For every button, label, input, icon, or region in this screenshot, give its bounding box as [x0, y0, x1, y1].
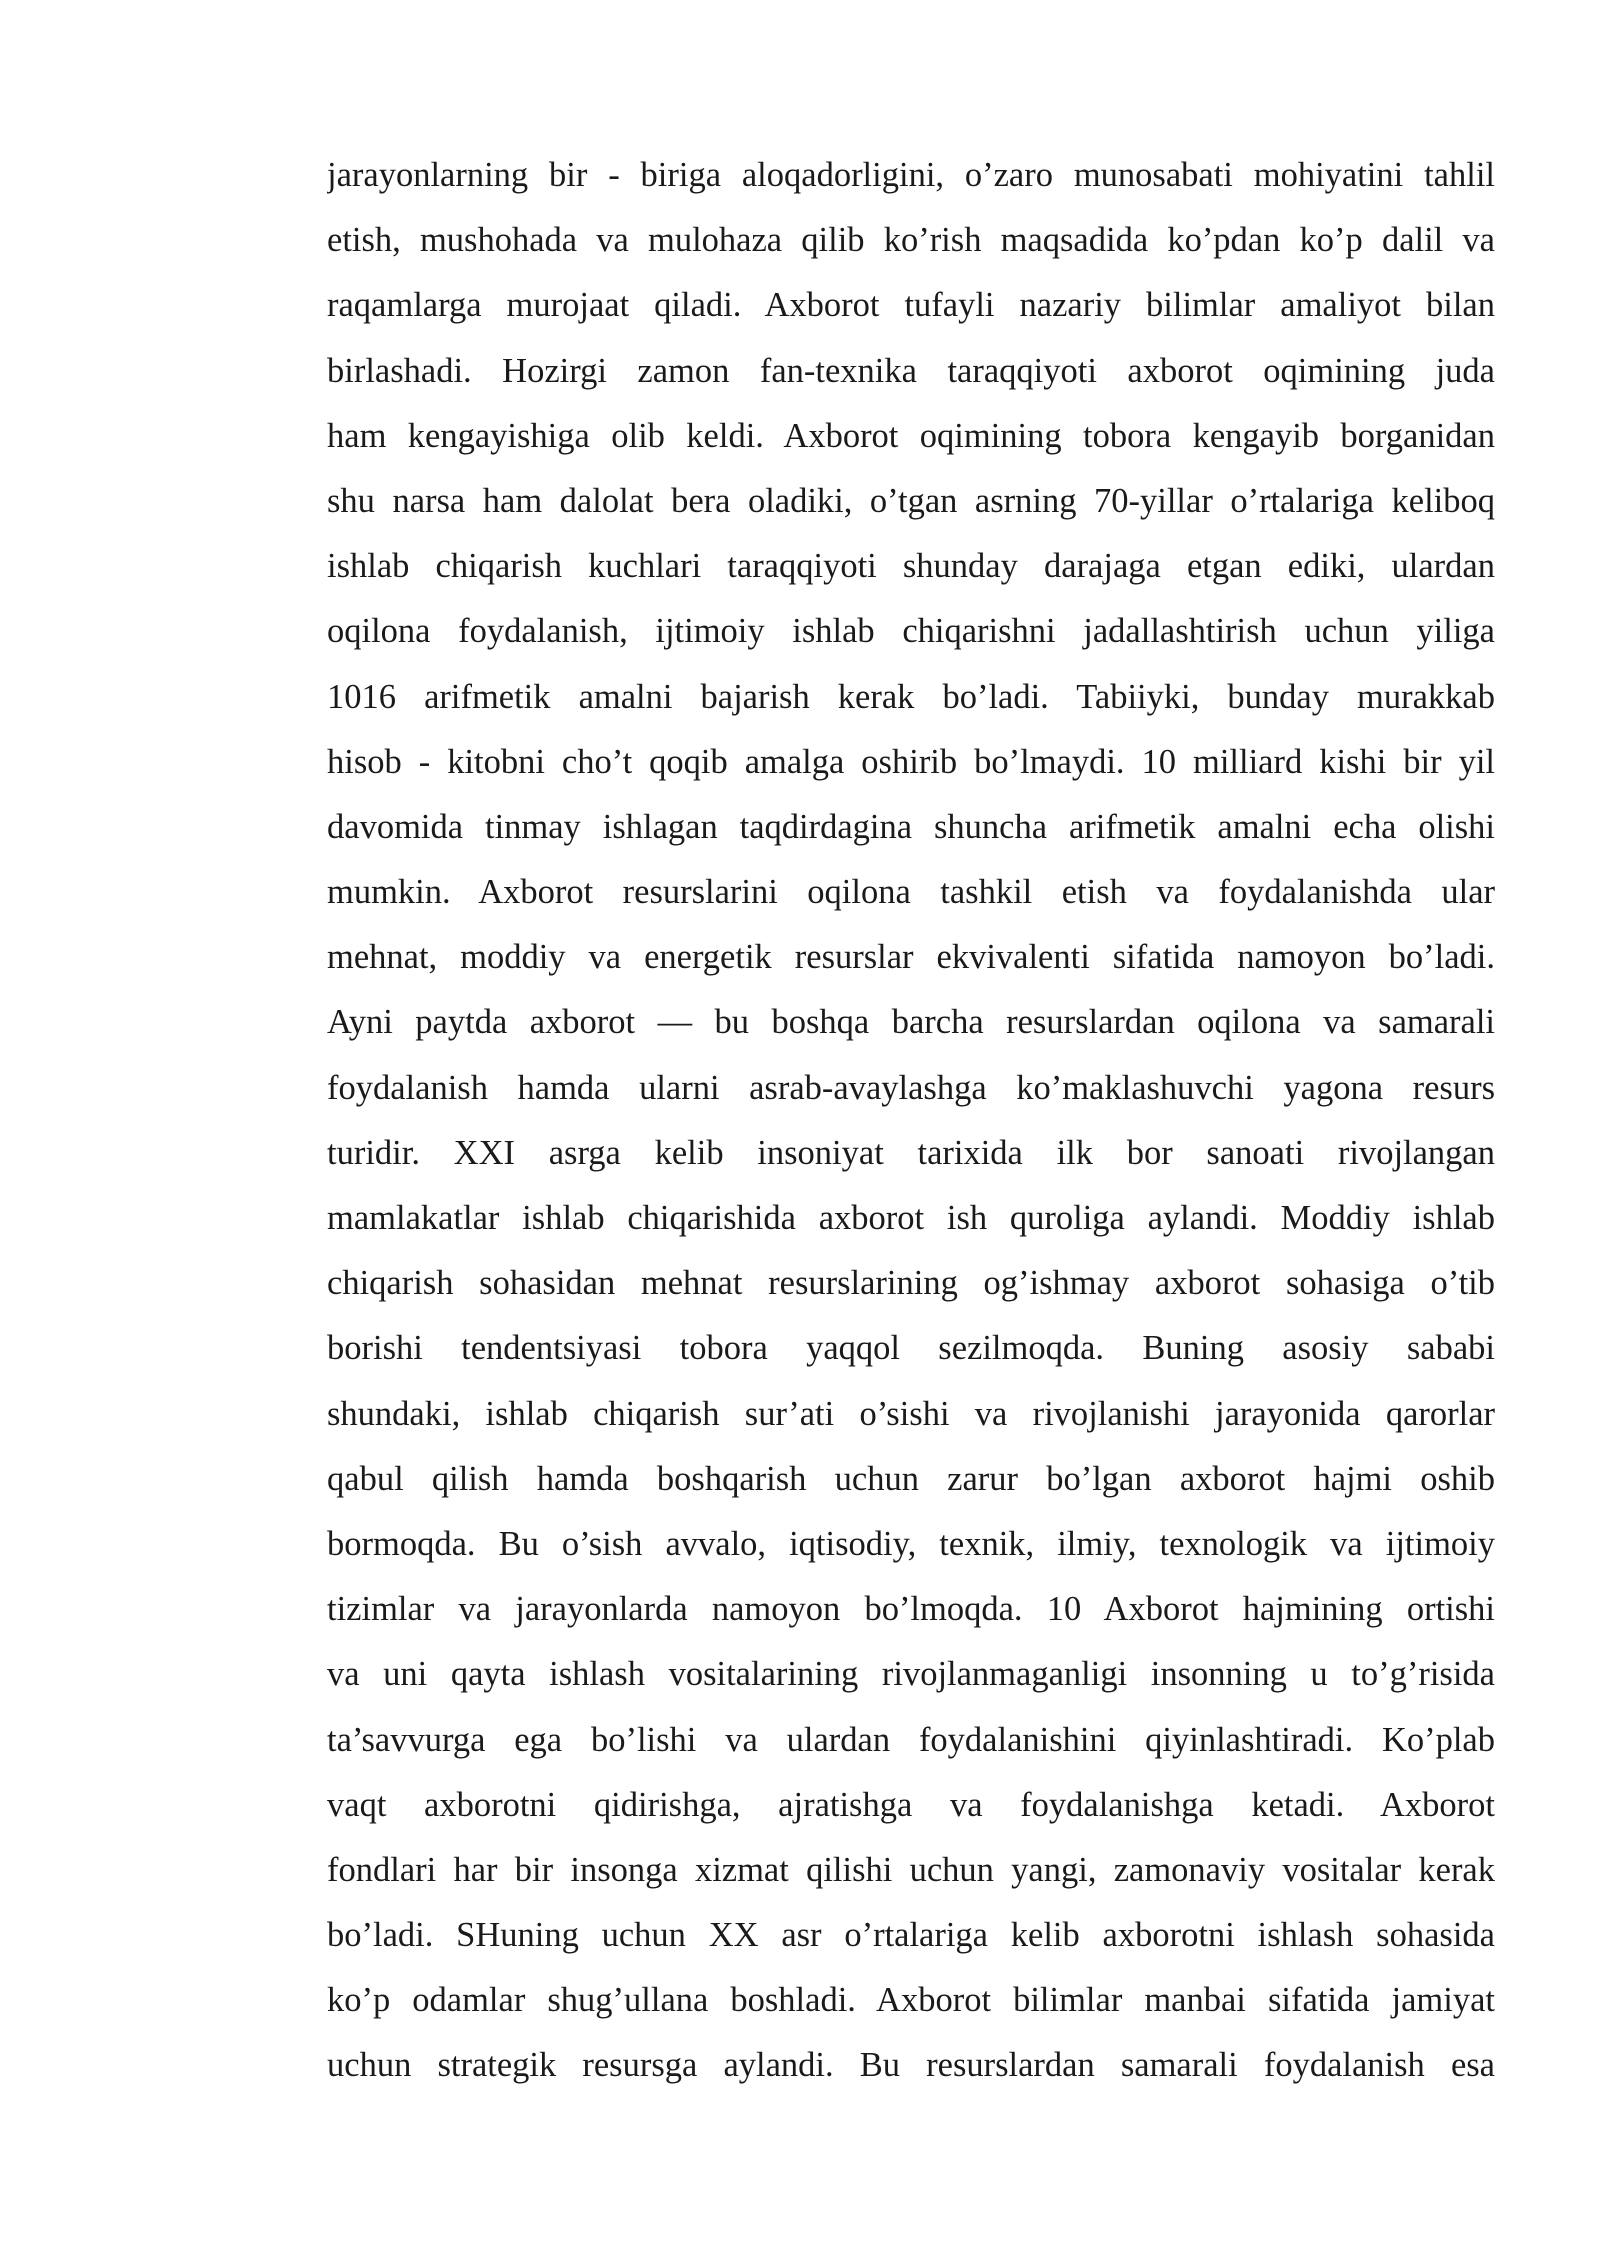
text-line: fondlari har bir insonga xizmat qilishi uchun yangi, zamonaviy vositalar kerak: [327, 1850, 1495, 1889]
text-line: hisob - kitobni cho’t qoqib amalga oshirib bo’lmaydi. 10 milliard kishi bir yil: [327, 742, 1495, 781]
text-line: davomida tinmay ishlagan taqdirdagina shuncha arifmetik amalni echa olishi: [327, 807, 1495, 846]
text-line: jarayonlarning bir - biriga aloqadorligini, o’zaro munosabati mohiyatini tahlil: [327, 156, 1495, 194]
text-line: oqilona foydalanish, ijtimoiy ishlab chiqarishni jadallashtirish uchun yiliga: [327, 612, 1495, 651]
text-line: turidir. XXI asrga kelib insoniyat tarixida ilk bor sanoati rivojlangan: [327, 1133, 1495, 1172]
text-line: mehnat, moddiy va energetik resurslar ekvivalenti sifatida namoyon bo’ladi.: [327, 938, 1495, 977]
text-line: foydalanish hamda ularni asrab-avaylashga ko’maklashuvchi yagona resurs: [327, 1068, 1495, 1107]
text-line: 1016 arifmetik amalni bajarish kerak bo’ladi. Tabiiyki, bunday murakkab: [327, 677, 1495, 716]
text-line: raqamlarga murojaat qiladi. Axborot tufayli nazariy bilimlar amaliyot bilan: [327, 286, 1495, 325]
text-line: ishlab chiqarish kuchlari taraqqiyoti shunday darajaga etgan ediki, ulardan: [327, 547, 1495, 586]
text-line: tizimlar va jarayonlarda namoyon bo’lmoqda. 10 Axborot hajmining ortishi: [327, 1590, 1495, 1629]
text-line: qabul qilish hamda boshqarish uchun zarur bo’lgan axborot hajmi oshib: [327, 1459, 1495, 1498]
text-line: shu narsa ham dalolat bera oladiki, o’tgan asrning 70-yillar o’rtalariga keliboq: [327, 481, 1495, 520]
text-line: chiqarish sohasidan mehnat resurslarining og’ishmay axborot sohasiga o’tib: [327, 1264, 1495, 1303]
text-line: uchun strategik resursga aylandi. Bu resurslardan samarali foydalanish esa: [327, 2046, 1495, 2085]
body-text: [327, 143, 1495, 2099]
text-line: ko’p odamlar shug’ullana boshladi. Axborot bilimlar manbai sifatida jamiyat: [327, 1981, 1495, 2020]
text-line: etish, mushohada va mulohaza qilib ko’rish maqsadida ko’pdan ko’p dalil va: [327, 221, 1495, 260]
text-line: shundaki, ishlab chiqarish sur’ati o’sishi va rivojlanishi jarayonida qarorlar: [327, 1394, 1495, 1433]
text-line: bormoqda. Bu o’sish avvalo, iqtisodiy, texnik, ilmiy, texnologik va ijtimoiy: [327, 1524, 1495, 1563]
text-line: Ayni paytda axborot — bu boshqa barcha resurslardan oqilona va samarali: [327, 1003, 1495, 1042]
text-line: birlashadi. Hozirgi zamon fan-texnika taraqqiyoti axborot oqimining juda: [327, 351, 1495, 390]
text-line: ta’savvurga ega bo’lishi va ulardan foydalanishini qiyinlashtiradi. Ko’plab: [327, 1720, 1495, 1759]
text-line: mumkin. Axborot resurslarini oqilona tashkil etish va foydalanishda ular: [327, 873, 1495, 912]
text-line: vaqt axborotni qidirishga, ajratishga va foydalanishga ketadi. Axborot: [327, 1785, 1495, 1824]
text-line: ham kengayishiga olib keldi. Axborot oqimining tobora kengayib borganidan: [327, 416, 1495, 455]
text-line: bo’ladi. SHuning uchun XX asr o’rtalariga kelib axborotni ishlash sohasida: [327, 1916, 1495, 1955]
text-line: va uni qayta ishlash vositalarining rivojlanmaganligi insonning u to’g’risida: [327, 1655, 1495, 1694]
text-line: mamlakatlar ishlab chiqarishida axborot ish quroliga aylandi. Moddiy ishlab: [327, 1199, 1495, 1237]
text-line: borishi tendentsiyasi tobora yaqqol sezilmoqda. Buning asosiy sababi: [327, 1329, 1495, 1368]
